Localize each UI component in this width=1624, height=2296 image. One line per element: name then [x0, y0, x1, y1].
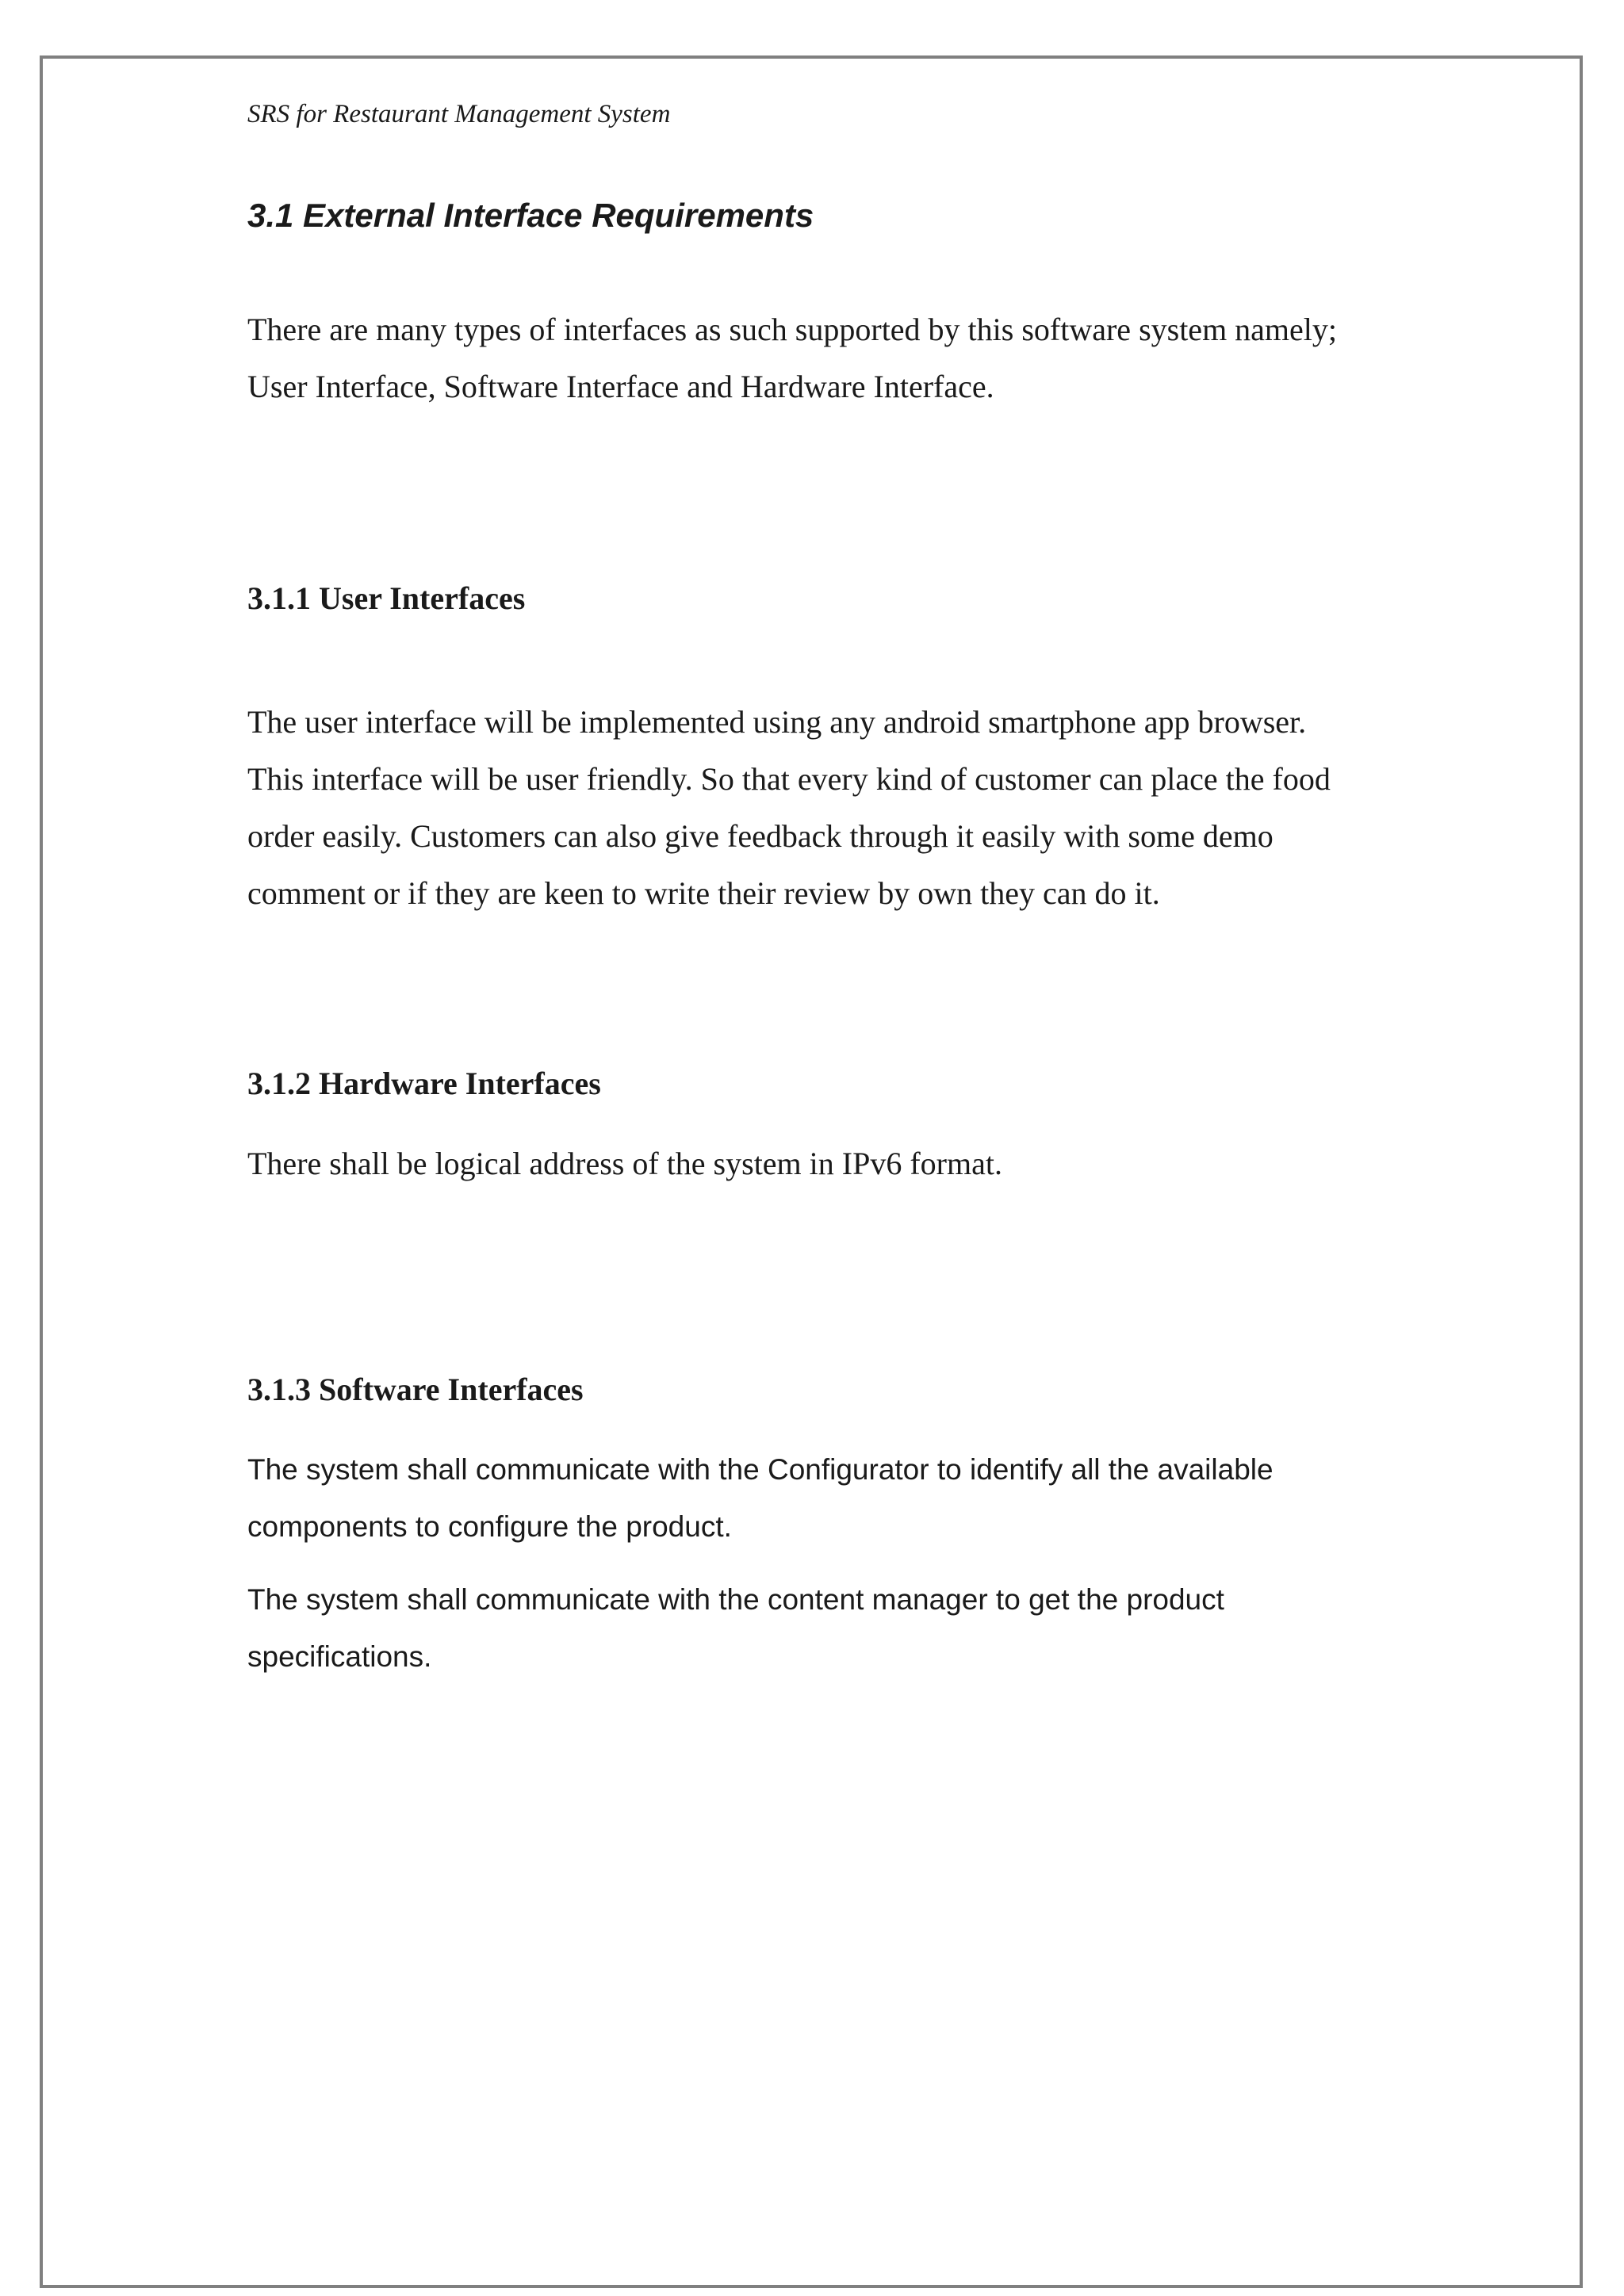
paragraph-line: There shall be logical address of the system in IPv6 format.: [247, 1146, 1002, 1181]
paragraph-line: specifications.: [247, 1640, 432, 1673]
running-header: SRS for Restaurant Management System: [247, 100, 671, 128]
paragraph-line: The user interface will be implemented using any android smartphone app browser.: [247, 704, 1307, 740]
user-interfaces-heading: 3.1.1 User Interfaces: [247, 580, 526, 616]
software-interfaces-paragraph-1: [247, 1441, 1274, 1556]
paragraph-line: order easily. Customers can also give feedback through it easily with some demo: [247, 818, 1274, 854]
software-interfaces-paragraph-2: [247, 1571, 1224, 1686]
paragraph-line: User Interface, Software Interface and Hardware Interface.: [247, 369, 994, 404]
paragraph-line: The system shall communicate with the content manager to get the product: [247, 1583, 1224, 1616]
paragraph-line: This interface will be user friendly. So that every kind of customer can place the food: [247, 761, 1331, 797]
user-interfaces-paragraph: [247, 694, 1331, 922]
paragraph-line: There are many types of interfaces as such supported by this software system namely;: [247, 312, 1338, 347]
hardware-interfaces-heading: 3.1.2 Hardware Interfaces: [247, 1066, 601, 1101]
hardware-interfaces-paragraph: [247, 1135, 1002, 1192]
paragraph-line: The system shall communicate with the Configurator to identify all the available: [247, 1453, 1274, 1486]
paragraph-line: comment or if they are keen to write their review by own they can do it.: [247, 875, 1160, 911]
section-title: 3.1 External Interface Requirements: [247, 197, 814, 234]
software-interfaces-heading: 3.1.3 Software Interfaces: [247, 1372, 584, 1407]
paragraph-line: components to configure the product.: [247, 1510, 732, 1543]
intro-paragraph: [247, 301, 1337, 415]
